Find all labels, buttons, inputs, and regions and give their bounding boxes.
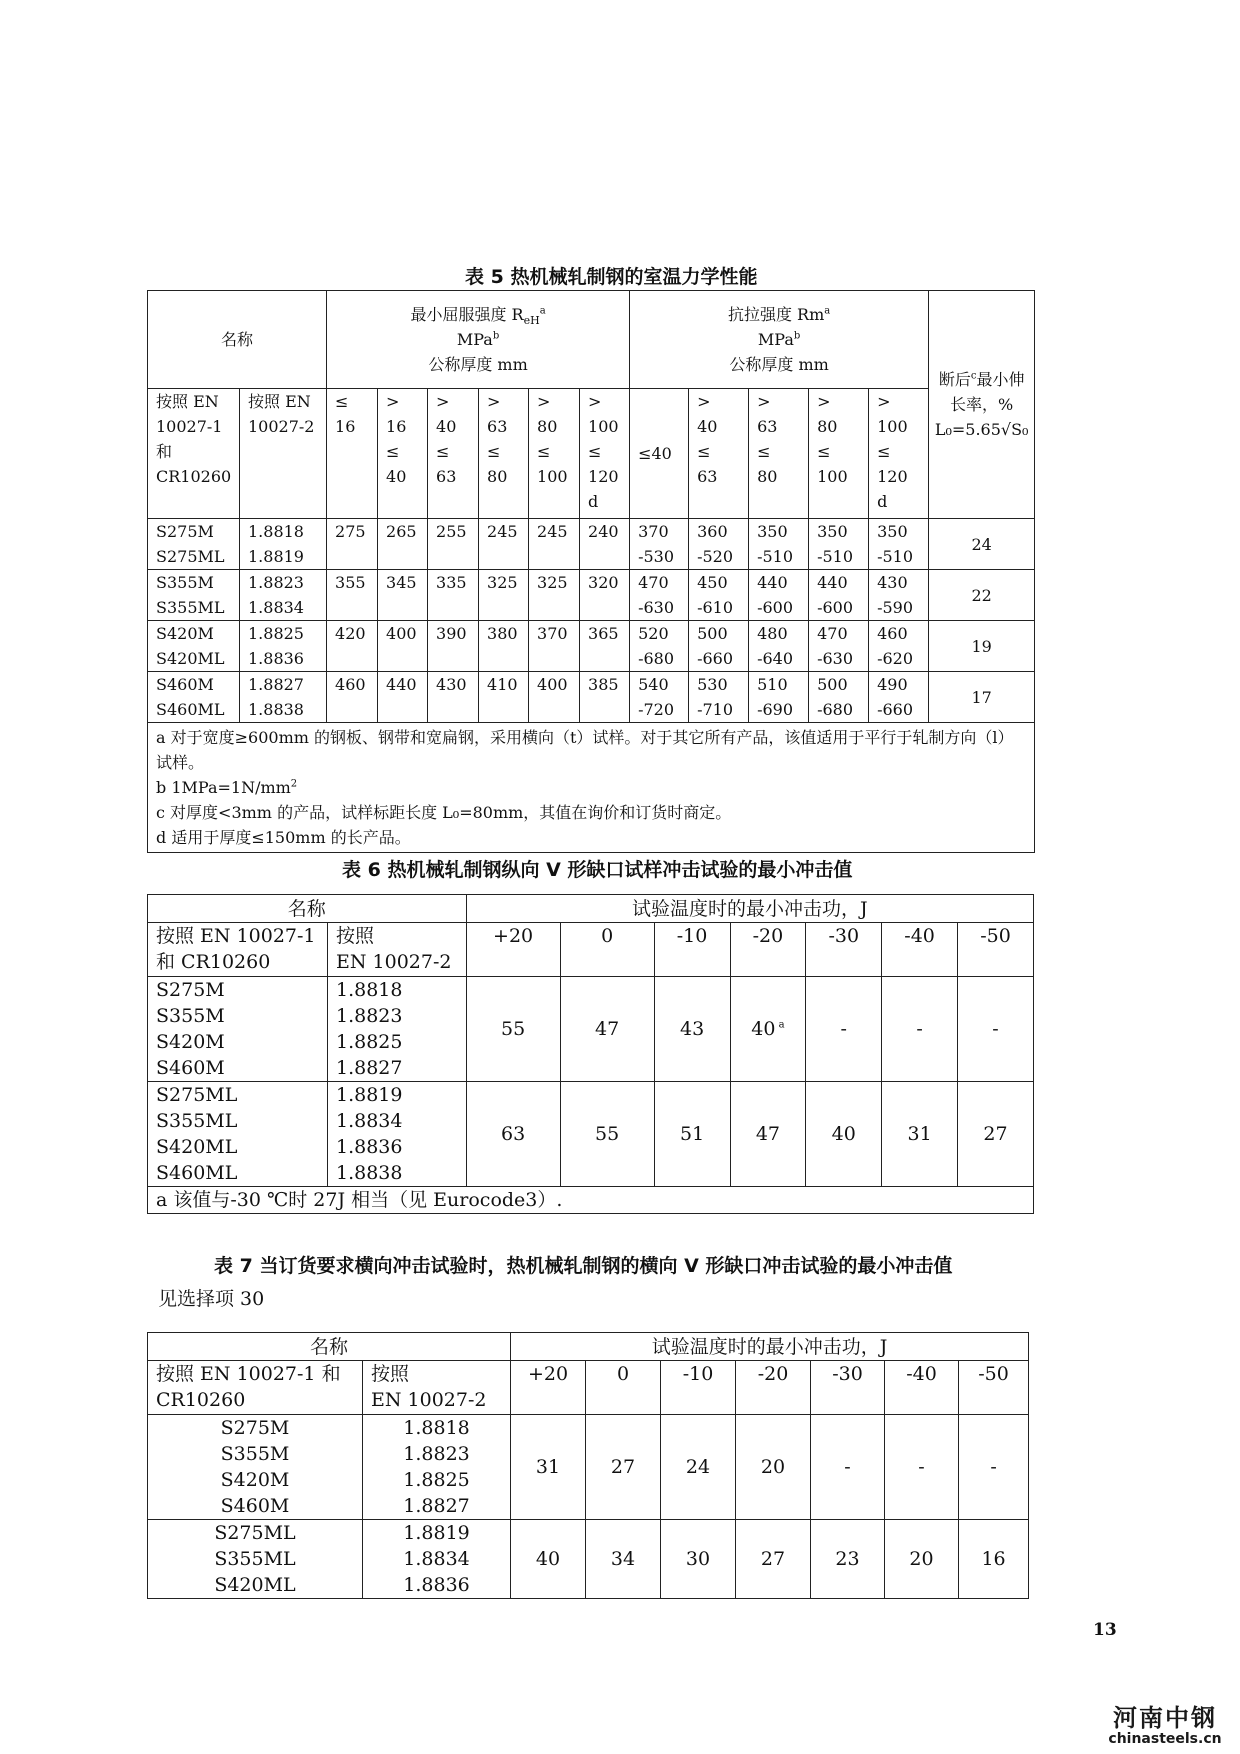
t5-yield-value: 420 bbox=[327, 621, 378, 672]
t6-note: a 该值与-30 ℃时 27J 相当（见 Eurocode3）. bbox=[148, 1187, 1034, 1214]
t5-number: 1.8818 1.8819 bbox=[240, 519, 327, 570]
t5-yield-value: 335 bbox=[428, 570, 479, 621]
t5-yield-value: 265 bbox=[378, 519, 428, 570]
t5-tensile-value: 500 -680 bbox=[809, 672, 869, 723]
t5-grade: S355M S355ML bbox=[148, 570, 240, 621]
t6-numbers: 1.8818 1.8823 1.8825 1.8827 bbox=[328, 977, 467, 1082]
t5-tensile-thk: > 80 ≤ 100 bbox=[809, 389, 869, 519]
t5-yield-value: 430 bbox=[428, 672, 479, 723]
t5-tensile-thk: > 63 ≤ 80 bbox=[749, 389, 809, 519]
t5-tensile-value: 450 -610 bbox=[689, 570, 749, 621]
t5-yield-value: 255 bbox=[428, 519, 479, 570]
t7-impact-value: 27 bbox=[736, 1520, 811, 1599]
t7-impact-value: - bbox=[959, 1415, 1029, 1520]
t5-yield-value: 400 bbox=[378, 621, 428, 672]
t5-yield-value: 410 bbox=[479, 672, 529, 723]
table-row bbox=[148, 1082, 1034, 1187]
table-row bbox=[148, 1415, 1029, 1520]
t7-temp: -50 bbox=[959, 1361, 1029, 1415]
t5-yield-value: 320 bbox=[580, 570, 630, 621]
t5-yield-thk: > 16 ≤ 40 bbox=[378, 389, 428, 519]
t7-impact-value: 31 bbox=[511, 1415, 586, 1520]
t6-temp: +20 bbox=[466, 923, 560, 977]
t5-tensile-value: 510 -690 bbox=[749, 672, 809, 723]
t6-impact-value: - bbox=[882, 977, 958, 1082]
t6-grades: S275M S355M S420M S460M bbox=[148, 977, 328, 1082]
t7-temp: -30 bbox=[811, 1361, 885, 1415]
t7-impact-value: 30 bbox=[661, 1520, 736, 1599]
table7-subcaption: 见选择项 30 bbox=[158, 1288, 265, 1310]
t5-yield-thk: > 63 ≤ 80 bbox=[479, 389, 529, 519]
t6-grades: S275ML S355ML S420ML S460ML bbox=[148, 1082, 328, 1187]
t7-header-std1: 按照 EN 10027-1 和 CR10260 bbox=[148, 1361, 363, 1415]
t7-temp: -20 bbox=[736, 1361, 811, 1415]
t6-temp: -40 bbox=[882, 923, 958, 977]
t5-yield-value: 390 bbox=[428, 621, 479, 672]
t5-tensile-value: 350 -510 bbox=[749, 519, 809, 570]
t5-header-yield: 最小屈服强度 $R_{eH}^a$ MPa$^b$ 公称厚度 mm bbox=[327, 291, 630, 389]
t5-grade: S460M S460ML bbox=[148, 672, 240, 723]
t7-numbers: 1.8818 1.8823 1.8825 1.8827 bbox=[363, 1415, 511, 1520]
t5-elongation-value: 24 bbox=[929, 519, 1035, 570]
t6-header-std1: 按照 EN 10027-1 和 CR10260 bbox=[148, 923, 328, 977]
page-number: 13 bbox=[1093, 1620, 1117, 1640]
t6-impact-value: 40 bbox=[806, 1082, 882, 1187]
t7-temp: 0 bbox=[586, 1361, 661, 1415]
t7-numbers: 1.8819 1.8834 1.8836 bbox=[363, 1520, 511, 1599]
t7-impact-value: 34 bbox=[586, 1520, 661, 1599]
t5-yield-value: 325 bbox=[529, 570, 580, 621]
t6-header-std2: 按照 EN 10027-2 bbox=[328, 923, 467, 977]
t5-elongation-value: 17 bbox=[929, 672, 1035, 723]
t7-grades: S275M S355M S420M S460M bbox=[148, 1415, 363, 1520]
t5-tensile-thk: > 100 ≤ 120 d bbox=[869, 389, 929, 519]
t5-tensile-value: 440 -600 bbox=[809, 570, 869, 621]
t7-impact-value: 40 bbox=[511, 1520, 586, 1599]
t5-tensile-thk: ≤40 bbox=[630, 389, 689, 519]
table6 bbox=[147, 894, 1034, 1214]
t5-yield-thk: > 40 ≤ 63 bbox=[428, 389, 479, 519]
t5-header-std1: 按照 EN 10027-1 和 CR10260 bbox=[148, 389, 240, 519]
t7-impact-value: 23 bbox=[811, 1520, 885, 1599]
t5-header-name: 名称 bbox=[148, 291, 327, 389]
t7-temp: +20 bbox=[511, 1361, 586, 1415]
t5-number: 1.8827 1.8838 bbox=[240, 672, 327, 723]
t5-yield-thk: > 80 ≤ 100 bbox=[529, 389, 580, 519]
t5-tensile-value: 460 -620 bbox=[869, 621, 929, 672]
t6-impact-value: 47 bbox=[730, 1082, 806, 1187]
t5-grade: S275M S275ML bbox=[148, 519, 240, 570]
t7-grades: S275ML S355ML S420ML bbox=[148, 1520, 363, 1599]
t5-tensile-value: 350 -510 bbox=[869, 519, 929, 570]
t6-impact-value: 40 $^a$ bbox=[730, 977, 806, 1082]
t7-impact-value: 20 bbox=[885, 1520, 959, 1599]
table7 bbox=[147, 1332, 1029, 1599]
table5-caption: 表 5 热机械轧制钢的室温力学性能 bbox=[465, 266, 758, 288]
t7-impact-value: 27 bbox=[586, 1415, 661, 1520]
t6-temp: -50 bbox=[958, 923, 1034, 977]
t6-temp: -20 bbox=[730, 923, 806, 977]
t6-impact-value: 43 bbox=[654, 977, 730, 1082]
table7-caption: 表 7 当订货要求横向冲击试验时，热机械轧制钢的横向 V 形缺口冲击试验的最小冲击值 bbox=[214, 1255, 953, 1277]
t5-yield-value: 385 bbox=[580, 672, 630, 723]
t6-header-name: 名称 bbox=[148, 895, 467, 923]
t6-temp: 0 bbox=[560, 923, 654, 977]
t5-yield-value: 325 bbox=[479, 570, 529, 621]
t5-tensile-value: 520 -680 bbox=[630, 621, 689, 672]
t5-yield-value: 380 bbox=[479, 621, 529, 672]
t5-yield-value: 400 bbox=[529, 672, 580, 723]
t5-tensile-value: 430 -590 bbox=[869, 570, 929, 621]
t5-yield-thk: ≤ 16 bbox=[327, 389, 378, 519]
t5-yield-value: 370 bbox=[529, 621, 580, 672]
t6-impact-value: 47 bbox=[560, 977, 654, 1082]
table-row bbox=[148, 1520, 1029, 1599]
t6-impact-value: 27 bbox=[958, 1082, 1034, 1187]
table-row bbox=[148, 977, 1034, 1082]
t5-tensile-value: 490 -660 bbox=[869, 672, 929, 723]
t7-header-name: 名称 bbox=[148, 1333, 511, 1361]
t7-impact-value: - bbox=[885, 1415, 959, 1520]
t7-temp: -10 bbox=[661, 1361, 736, 1415]
table5 bbox=[147, 290, 1035, 853]
t5-yield-value: 345 bbox=[378, 570, 428, 621]
t7-header-std2: 按照 EN 10027-2 bbox=[363, 1361, 511, 1415]
t6-temp: -30 bbox=[806, 923, 882, 977]
t5-number: 1.8825 1.8836 bbox=[240, 621, 327, 672]
t6-impact-value: - bbox=[958, 977, 1034, 1082]
t6-impact-value: - bbox=[806, 977, 882, 1082]
t5-tensile-value: 540 -720 bbox=[630, 672, 689, 723]
t6-impact-value: 31 bbox=[882, 1082, 958, 1187]
t6-impact-value: 55 bbox=[466, 977, 560, 1082]
t5-grade: S420M S420ML bbox=[148, 621, 240, 672]
t5-tensile-value: 500 -660 bbox=[689, 621, 749, 672]
t5-tensile-value: 480 -640 bbox=[749, 621, 809, 672]
t7-impact-value: 16 bbox=[959, 1520, 1029, 1599]
t6-header-test: 试验温度时的最小冲击功，J bbox=[466, 895, 1033, 923]
t5-tensile-value: 370 -530 bbox=[630, 519, 689, 570]
t5-yield-value: 245 bbox=[529, 519, 580, 570]
table6-caption: 表 6 热机械轧制钢纵向 V 形缺口试样冲击试验的最小冲击值 bbox=[342, 859, 853, 881]
t5-notes: a 对于宽度≥600mm 的钢板、钢带和宽扁钢，采用横向（t）试样。对于其它所有产品，该值适用于平行于轧制方向（l）试样。 b $1MPa=1N/mm^2$ c 对厚度<3mm 的产品，试样标距长度 L₀=80mm，其值在询价和订货时商定。 d 适用于厚度≤150mm 的长产品。 bbox=[148, 723, 1035, 853]
t5-tensile-thk: > 40 ≤ 63 bbox=[689, 389, 749, 519]
t5-tensile-value: 360 -520 bbox=[689, 519, 749, 570]
t5-yield-value: 245 bbox=[479, 519, 529, 570]
table-row bbox=[148, 621, 1035, 672]
t5-tensile-value: 470 -630 bbox=[809, 621, 869, 672]
t5-tensile-value: 440 -600 bbox=[749, 570, 809, 621]
t7-impact-value: - bbox=[811, 1415, 885, 1520]
table-row bbox=[148, 570, 1035, 621]
t5-elongation-value: 22 bbox=[929, 570, 1035, 621]
t5-header-std2: 按照 EN 10027-2 bbox=[240, 389, 327, 519]
t5-yield-value: 440 bbox=[378, 672, 428, 723]
t6-numbers: 1.8819 1.8834 1.8836 1.8838 bbox=[328, 1082, 467, 1187]
t5-yield-value: 275 bbox=[327, 519, 378, 570]
t5-number: 1.8823 1.8834 bbox=[240, 570, 327, 621]
t5-header-elongation: 断后$^c$最小伸长率，% L₀=5.65√S₀ bbox=[929, 291, 1035, 519]
t6-impact-value: 51 bbox=[654, 1082, 730, 1187]
t5-yield-thk: > 100 ≤ 120 d bbox=[580, 389, 630, 519]
t5-yield-value: 460 bbox=[327, 672, 378, 723]
t7-temp: -40 bbox=[885, 1361, 959, 1415]
t5-tensile-value: 470 -630 bbox=[630, 570, 689, 621]
table-row bbox=[148, 519, 1035, 570]
t5-yield-value: 355 bbox=[327, 570, 378, 621]
t5-elongation-value: 19 bbox=[929, 621, 1035, 672]
t7-impact-value: 20 bbox=[736, 1415, 811, 1520]
t5-header-tensile: 抗拉强度 Rm$^a$ MPa$^b$ 公称厚度 mm bbox=[630, 291, 929, 389]
t6-impact-value: 63 bbox=[466, 1082, 560, 1187]
site-logo: 河南中钢 chinasteels.cn bbox=[1108, 1704, 1222, 1747]
t6-impact-value: 55 bbox=[560, 1082, 654, 1187]
t7-impact-value: 24 bbox=[661, 1415, 736, 1520]
t5-yield-value: 240 bbox=[580, 519, 630, 570]
table-row bbox=[148, 672, 1035, 723]
t5-yield-value: 365 bbox=[580, 621, 630, 672]
t6-temp: -10 bbox=[654, 923, 730, 977]
t7-header-test: 试验温度时的最小冲击功，J bbox=[511, 1333, 1029, 1361]
t5-tensile-value: 530 -710 bbox=[689, 672, 749, 723]
t5-tensile-value: 350 -510 bbox=[809, 519, 869, 570]
